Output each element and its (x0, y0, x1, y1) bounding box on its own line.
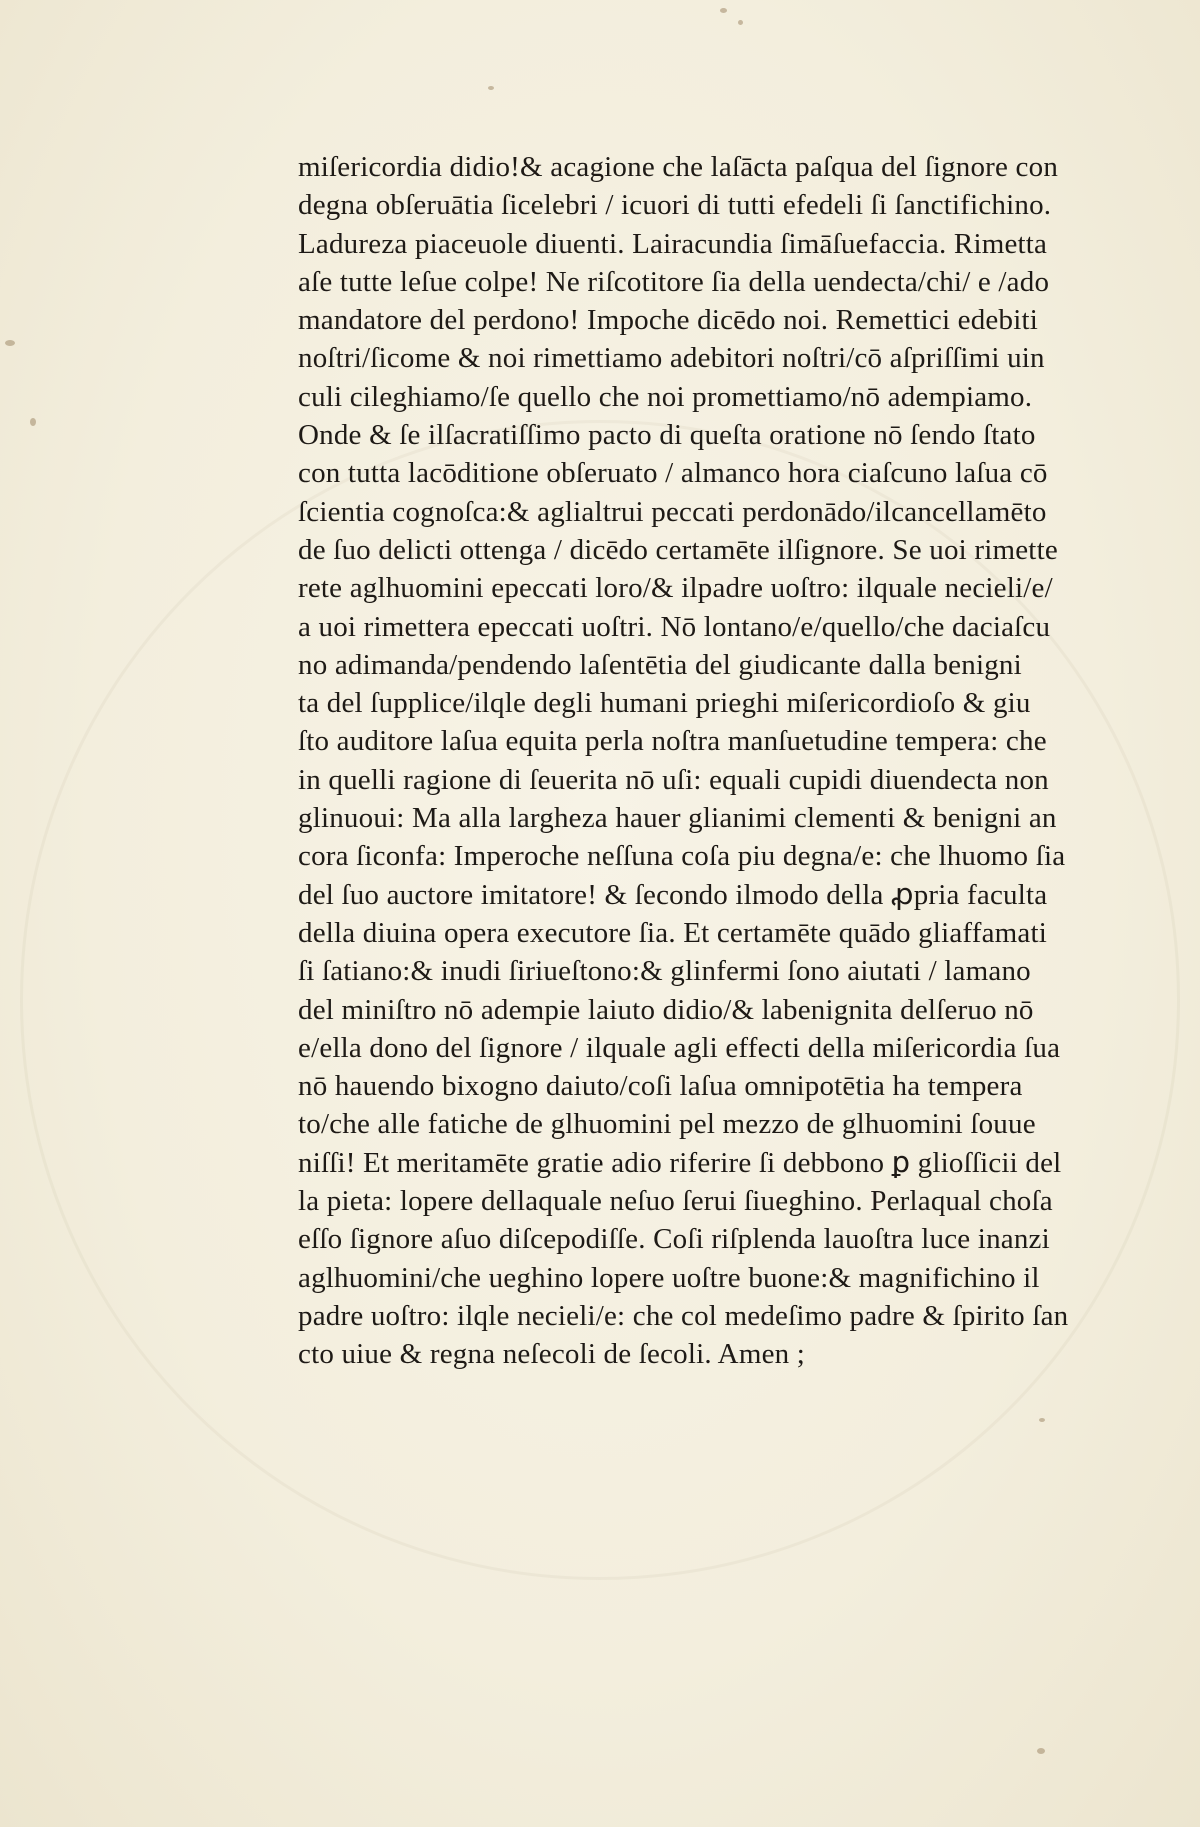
text-line: culi cileghiamo/ſe quello che noi promettiamo/nō adempiamo. (298, 380, 1033, 413)
text-line: cora ſiconfa: Imperoche neſſuna coſa piu degna/e: che lhuomo ſia (298, 840, 1066, 873)
text-line: niſſi! Et meritamēte gratie adio riferire ſi debbono ꝑ glioſſicii del (298, 1146, 1062, 1179)
text-line: padre uoſtro: ilqle necieli/e: che col medeſimo padre & ſpirito ſan (298, 1299, 1069, 1332)
text-line: miſericordia didio!& acagione che laſācta paſqua del ſignore con (298, 151, 1059, 183)
text-line: in quelli ragione di ſeuerita nō uſi: equali cupidi diuendecta non (298, 763, 1049, 796)
ink-speck (30, 418, 36, 426)
ink-speck (5, 340, 15, 346)
text-line: del miniſtro nō adempie laiuto didio/& labenignita delſeruo nō (298, 993, 1034, 1026)
ink-speck (720, 8, 727, 13)
ink-speck (1039, 1418, 1045, 1422)
text-line: del ſuo auctore imitatore! & ſecondo ilmodo della ꝓpria facultа (298, 878, 1048, 911)
text-line: e/ella dono del ſignore / ilquale agli effecti della miſericordia ſua (298, 1031, 1061, 1064)
text-line: aglhuomini/che ueghino lopere uoſtre buone:& magnifichino il (298, 1261, 1040, 1294)
text-line: aſe tutte leſue colpe! Ne riſcotitore ſia della uendecta/chi/ e /ado (298, 265, 1050, 298)
text-line: nō hauendo bixogno daiuto/coſi laſua omnipotētia ha tempera (298, 1070, 1023, 1103)
text-line: to/che alle fatiche de glhuomini pel mezzo de glhuomini ſouue (298, 1108, 1036, 1141)
text-line: de ſuo delicti ottenga / dicēdo certamēte ilſignore. Se uoi rimette (298, 533, 1058, 566)
text-line: mandatore del perdono! Impoche dicēdo noi. Remettici edebiti (298, 304, 1038, 337)
text-line: cto uiue & regna neſecoli de ſecoli. Amen ; (298, 1338, 806, 1371)
text-line: glinuoui: Ma alla largheza hauer glianimi clementi & benigni an (298, 802, 1057, 835)
text-line: eſſo ſignore aſuo diſcepodiſſe. Coſi riſplenda lauoſtra luce inanzi (298, 1223, 1050, 1256)
text-line: ſto auditore laſua equita perla noſtra manſuetudine tempera: che (298, 725, 1047, 758)
text-line: Ladureza piaceuole diuenti. Lairacundia ſimāſuefaccia. Rimetta (298, 227, 1048, 260)
text-line: ta del ſupplice/ilqle degli humani prieghi miſericordioſo & giu (298, 687, 1031, 720)
ink-speck (488, 86, 494, 90)
text-line: ſi ſatiano:& inudi ſiriueſtono:& glinfermi ſono aiutati / lamano (298, 955, 1031, 988)
ink-speck (738, 20, 743, 25)
text-line: la pieta: lopere dellaquale neſuo ſerui ſiueghino. Perlaqual choſa (298, 1185, 1053, 1218)
text-line: a uoi rimettera epeccati uoſtri. Nō lontano/e/quello/che daciaſcu (298, 610, 1051, 643)
body-text (298, 148, 1138, 1374)
ink-speck (1037, 1748, 1045, 1754)
text-line: ſcientia cognoſca:& aglialtrui peccati perdonādo/ilcancellamēto (298, 495, 1047, 528)
text-line: degna obſeruātia ſicelebri / icuori di tutti efedeli ſi ſanctifichino. (298, 189, 1052, 222)
text-line: no adimanda/pendendo laſentētia del giudicante dalla benigni (298, 648, 1022, 681)
text-line: della diuina opera executore ſia. Et certamēte quādo gliaffamati (298, 916, 1048, 949)
text-line: rete aglhuomini epeccati loro/& ilpadre uoſtro: ilquale necieli/e/ (298, 572, 1053, 605)
text-line: Onde & ſe ilſacratiſſimo pacto di queſta oratione nō ſendo ſtato (298, 419, 1036, 452)
text-line: con tutta lacōditione obſeruato / almanco hora ciaſcuno laſua cō (298, 457, 1048, 490)
text-line: noſtri/ſicome & noi rimettiamo adebitori noſtri/cō aſpriſſimi uin (298, 342, 1045, 375)
